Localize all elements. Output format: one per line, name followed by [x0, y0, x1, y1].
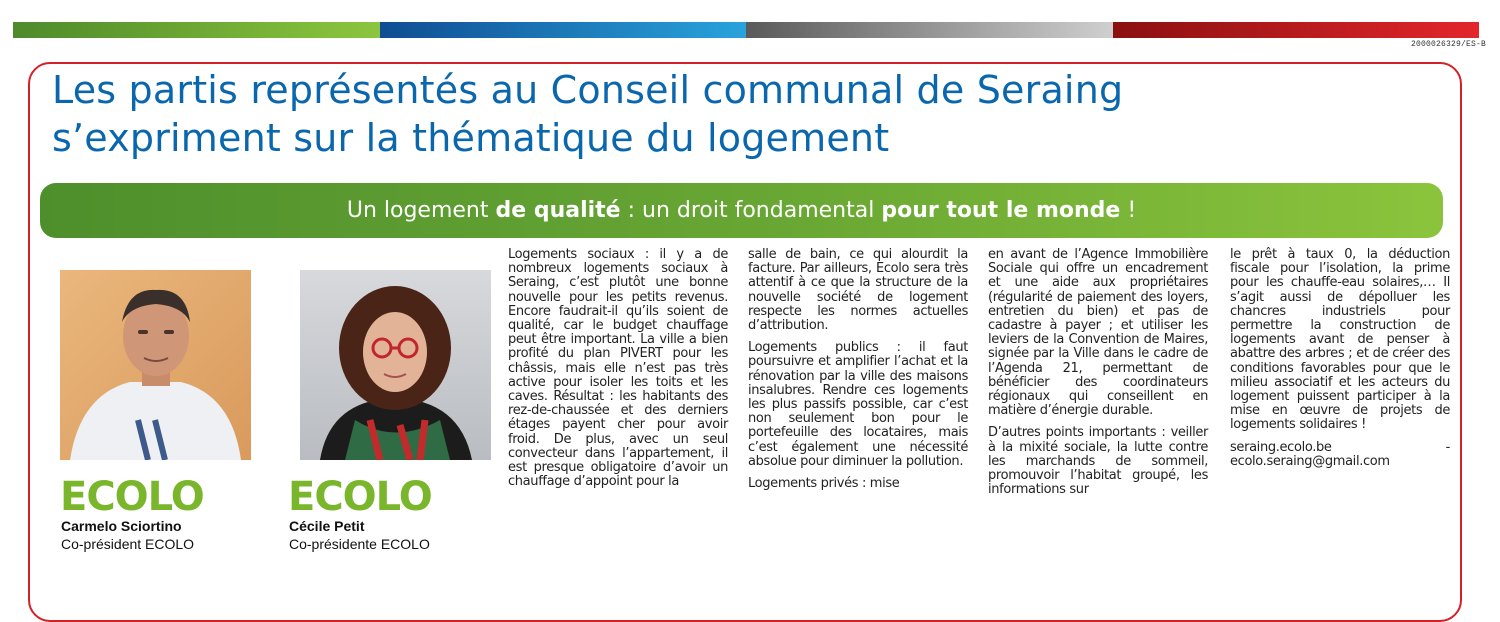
text-column-1 [508, 248, 728, 497]
text-column-3 [988, 248, 1208, 505]
headline-banner [40, 183, 1443, 238]
person-name: Cécile Petit [289, 518, 365, 534]
person-carmelo [61, 517, 194, 553]
paragraph: en avant de l’Agence Immobilière Sociale qui offre un encadrement et une aide aux propriétaires (régularité de paiement des loyers, entretien du bien) et pas de cadastre à payer ; et utiliser les leviers de la Convention de Maires, signée par la Ville dans le cadre de l’Agenda 21, permettant de bénéficier des coordinateurs régionaux qui conseillent en matière d’énergie durable. [988, 247, 1208, 419]
banner-bold-2: pour tout le monde [881, 198, 1121, 223]
reference-code: 2000026329/ES-B [1410, 40, 1486, 49]
svg-text:ECOLO: ECOLO [60, 478, 204, 514]
color-bar-red [1113, 22, 1480, 38]
title-line-2: s’expriment sur la thématique du logement [52, 116, 890, 160]
person-cecile [289, 517, 430, 553]
paragraph: le prêt à taux 0, la déduction fiscale pour l’isolation, la prime pour les chauffe-eau solaires,… Il s’agit aussi de dépolluer les chancres industriels pour permettre la construction de logements avant de penser à abattre des arbres ; et de créer des conditions favorables pour que le milieu associatif et les acteurs du logement puissent participer à la mise en œuvre de projets de logements solidaires ! [1230, 247, 1450, 433]
contact-line[interactable]: seraing.ecolo.be - ecolo.seraing@gmail.com [1230, 439, 1450, 469]
paragraph: Logements sociaux : il y a de nombreux logements sociaux à Seraing, c’est plutôt une bonne nouvelle pour les petits revenus. Encore faudrait-il qu’ils soient de qualité, car le budget chauffage peut être important. La ville a bien profité du plan PIVERT pour les châssis, mais elle n’est pas très active pour isoler les toits et les caves. Résultat : les habitants des rez-de-chaussée et des derniers étages payent cher pour avoir froid. De plus, avec un seul convecteur dans l’appartement, il est presque obligatoire d’avoir un chauffage d’appoint pour la [508, 247, 728, 490]
top-color-bar [13, 22, 1479, 38]
portrait-photo-cecile [300, 270, 491, 460]
banner-text-1: Un logement [346, 198, 496, 223]
paragraph: Logements privés : mise [748, 476, 900, 492]
ecolo-logo [60, 478, 210, 514]
paragraph: D’autres points importants : veiller à la mixité sociale, la lutte contre les marchands de sommeil, promouvoir l’habitat groupé, les informations sur [988, 425, 1208, 498]
text-column-2 [748, 248, 968, 499]
color-bar-grey [746, 22, 1113, 38]
banner-text-2: : un droit fondamental [620, 198, 882, 223]
svg-text:ECOLO: ECOLO [288, 478, 432, 514]
portrait-photo-carmelo [60, 270, 251, 460]
ecolo-logo [288, 478, 438, 514]
page-title [52, 66, 1123, 162]
banner-bold-1: de qualité [495, 198, 621, 223]
color-bar-blue [380, 22, 747, 38]
paragraph: salle de bain, ce qui alourdit la facture. Par ailleurs, Ecolo sera très attentif à ce que la structure de la nouvelle société de logement respecte les normes actuelles d’attribution. [748, 247, 968, 334]
paragraph: Logements publics : il faut poursuivre et amplifier l’achat et la rénovation par la ville des maisons insalubres. Rendre ces logements les plus passifs possible, car c’est non seulement bon pour le portefeuille des locataires, mais c’est également une nécessité absolue pour diminuer la pollution. [748, 340, 968, 469]
color-bar-green [13, 22, 380, 38]
text-column-4 [1230, 248, 1450, 477]
title-line-1: Les partis représentés au Conseil communal de Seraing [52, 68, 1124, 112]
person-role: Co-présidente ECOLO [289, 536, 430, 552]
banner-text-3: ! [1120, 198, 1137, 223]
person-role: Co-président ECOLO [61, 536, 195, 552]
person-name: Carmelo Sciortino [61, 518, 182, 534]
